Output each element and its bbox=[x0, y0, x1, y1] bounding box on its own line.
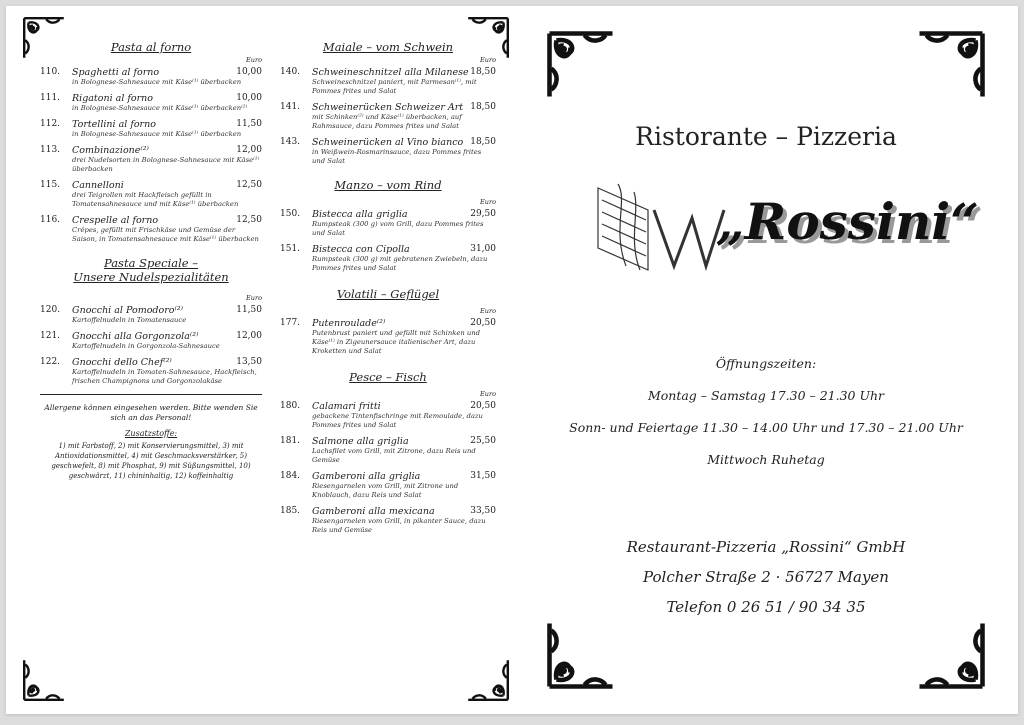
item-description: Rumpsteak (300 g) vom Grill, dazu Pommes frites und Salat bbox=[312, 220, 484, 237]
section-title-pesce: Pesce – Fisch bbox=[349, 370, 427, 384]
item-price: 25,50 bbox=[470, 436, 496, 446]
left-panel bbox=[30, 6, 262, 714]
item-price: 31,50 bbox=[470, 471, 496, 481]
item-name: Gnocchi alla Gorgonzola⁽²⁾ bbox=[72, 331, 199, 342]
currency-label: Euro bbox=[480, 307, 496, 315]
menu-item bbox=[40, 145, 262, 174]
item-name: Combinazione⁽²⁾ bbox=[72, 145, 149, 156]
item-price: 20,50 bbox=[470, 401, 496, 411]
currency-label: Euro bbox=[246, 294, 262, 302]
item-description: in Weißwein-Rosmarinsauce, dazu Pommes frites und Salat bbox=[312, 148, 482, 165]
section-title-manzo: Manzo – vom Rind bbox=[334, 178, 442, 192]
menu-item bbox=[280, 436, 496, 465]
menu-item bbox=[40, 305, 262, 325]
corner-ornament-icon bbox=[546, 30, 616, 100]
address: Polcher Straße 2 · 56727 Mayen bbox=[643, 568, 889, 586]
logo-text: „Rossini“ bbox=[716, 192, 980, 251]
item-description: Schweineschnitzel paniert, mit Parmesan⁽¹⁾, mit Pommes frites und Salat bbox=[312, 78, 477, 95]
item-name: Schweinerücken al Vino bianco bbox=[312, 137, 464, 148]
item-price: 12,00 bbox=[236, 331, 262, 341]
middle-panel bbox=[270, 6, 496, 714]
item-number: 180. bbox=[280, 401, 301, 411]
corner-ornament-icon bbox=[466, 658, 510, 702]
item-name: Crespelle al forno bbox=[72, 215, 159, 226]
restaurant-subtitle: Ristorante – Pizzeria bbox=[635, 122, 897, 151]
item-description: drei Teigrollen mit Hackfleisch gefüllt in Tomatensahnesauce und mit Käse⁽¹⁾ überbacken bbox=[72, 191, 239, 208]
additives-list: 1) mit Farbstoff, 2) mit Konservierungsmittel, 3) mit Antioxidationsmittel, 4) mit Geschmacksverstärker, 5) geschwefelt, 8) mit Phosphat, 9) mit Süßungsmittel, 10) geschwärzt, 11) chininhaltig, 12) koffeinhaltig bbox=[51, 442, 251, 480]
item-price: 11,50 bbox=[236, 119, 262, 129]
item-number: 177. bbox=[280, 318, 301, 328]
item-name: Schweinerücken Schweizer Art bbox=[312, 102, 464, 113]
phone-number: Telefon 0 26 51 / 90 34 35 bbox=[666, 598, 866, 616]
item-description: mit Schinken⁽²⁾ und Käse⁽¹⁾ überbacken, auf Rahmsauce, dazu Pommes frites und Salat bbox=[312, 113, 462, 130]
allergen-note: Allergene können eingesehen werden. Bitte wenden Sie sich an das Personal! bbox=[44, 403, 258, 422]
menu-item bbox=[40, 215, 262, 244]
item-name: Tortellini al forno bbox=[72, 119, 156, 130]
item-price: 10,00 bbox=[236, 93, 262, 103]
item-name: Rigatoni al forno bbox=[72, 93, 153, 104]
menu-item bbox=[40, 67, 262, 87]
section-title-pasta-forno: Pasta al forno bbox=[110, 40, 192, 54]
additives-title: Zusatzstoffe: bbox=[124, 429, 178, 438]
divider bbox=[40, 394, 262, 395]
menu-item bbox=[280, 471, 496, 500]
hours-closed-day: Mittwoch Ruhetag bbox=[707, 452, 825, 467]
item-price: 13,50 bbox=[236, 357, 262, 367]
menu-item bbox=[280, 401, 496, 430]
item-number: 113. bbox=[40, 145, 61, 155]
item-number: 143. bbox=[280, 137, 301, 147]
item-number: 141. bbox=[280, 102, 301, 112]
item-description: Putenbrust paniert und gefüllt mit Schinken und Käse⁽¹⁾ in Zigeunersauce italienischer Art, dazu Kroketten und Salat bbox=[312, 329, 481, 355]
item-description: in Bolognese-Sahnesauce mit Käse⁽¹⁾ überbacken bbox=[72, 130, 242, 138]
corner-ornament-icon bbox=[22, 658, 66, 702]
pasta-speciale-list bbox=[40, 305, 262, 386]
section-title-maiale: Maiale – vom Schwein bbox=[322, 40, 454, 54]
pesce-list bbox=[280, 401, 496, 535]
item-name: Putenroulade⁽²⁾ bbox=[312, 318, 386, 329]
item-name: Calamari fritti bbox=[312, 401, 381, 412]
item-description: in Bolognese-Sahnesauce mit Käse⁽¹⁾ überbacken⁽²⁾ bbox=[72, 104, 248, 112]
item-number: 140. bbox=[280, 67, 301, 77]
menu-item bbox=[40, 93, 262, 113]
item-number: 151. bbox=[280, 244, 301, 254]
corner-ornament-icon bbox=[546, 620, 616, 690]
currency-label: Euro bbox=[480, 56, 496, 64]
item-number: 116. bbox=[40, 215, 61, 225]
item-number: 150. bbox=[280, 209, 301, 219]
currency-label: Euro bbox=[246, 56, 262, 64]
item-number: 120. bbox=[40, 305, 61, 315]
menu-item bbox=[280, 67, 496, 96]
item-description: Riesengarnelen vom Grill, in pikanter Sauce, dazu Reis und Gemüse bbox=[312, 517, 486, 534]
company-name: Restaurant-Pizzeria „Rossini“ GmbH bbox=[626, 538, 906, 556]
item-description: Lachsfilet vom Grill, mit Zitrone, dazu Reis und Gemüse bbox=[312, 447, 476, 464]
maiale-list bbox=[280, 67, 496, 166]
menu-sheet bbox=[6, 6, 1018, 714]
manzo-list bbox=[280, 209, 496, 273]
item-number: 121. bbox=[40, 331, 61, 341]
item-price: 11,50 bbox=[236, 305, 262, 315]
corner-ornament-icon bbox=[916, 30, 986, 100]
hours-holidays: Sonn- und Feiertage 11.30 – 14.00 Uhr und 17.30 – 21.00 Uhr bbox=[569, 420, 963, 435]
menu-item bbox=[40, 357, 262, 386]
item-name: Gamberoni alla mexicana bbox=[312, 506, 435, 517]
item-description: in Bolognese-Sahnesauce mit Käse⁽¹⁾ überbacken bbox=[72, 78, 242, 86]
menu-item bbox=[280, 318, 496, 356]
section-subtitle-pasta-speciale: Unsere Nudelspezialitäten bbox=[73, 270, 229, 284]
menu-item bbox=[280, 244, 496, 273]
logo bbox=[588, 170, 980, 280]
menu-item bbox=[280, 102, 496, 131]
item-price: 18,50 bbox=[470, 137, 496, 147]
menu-item bbox=[280, 209, 496, 238]
item-description: Kartoffelnudeln in Tomatensauce bbox=[72, 316, 187, 324]
item-price: 18,50 bbox=[470, 67, 496, 77]
item-number: 181. bbox=[280, 436, 301, 446]
item-description: Riesengarnelen vom Grill, mit Zitrone und Knoblauch, dazu Reis und Salat bbox=[312, 482, 459, 499]
item-name: Cannelloni bbox=[72, 180, 124, 191]
item-price: 18,50 bbox=[470, 102, 496, 112]
item-name: Bistecca con Cipolla bbox=[312, 244, 410, 255]
item-price: 29,50 bbox=[470, 209, 496, 219]
menu-item bbox=[40, 180, 262, 209]
item-number: 122. bbox=[40, 357, 61, 367]
item-description: Crêpes, gefüllt mit Frischkäse und Gemüse der Saison, in Tomatensahnesauce mit Käse⁽¹⁾ überbacken bbox=[72, 226, 259, 243]
item-name: Salmone alla griglia bbox=[312, 436, 409, 447]
item-description: Rumpsteak (300 g) mit gebratenen Zwiebeln, dazu Pommes frites und Salat bbox=[312, 255, 488, 272]
section-title-pasta-speciale: Pasta Speciale – bbox=[103, 256, 199, 270]
item-number: 111. bbox=[40, 93, 61, 103]
hours-title: Öffnungszeiten: bbox=[715, 356, 817, 371]
pasta-forno-list bbox=[40, 67, 262, 244]
item-number: 110. bbox=[40, 67, 61, 77]
item-number: 185. bbox=[280, 506, 301, 516]
item-number: 112. bbox=[40, 119, 61, 129]
item-description: gebackene Tintenfischringe mit Remoulade, dazu Pommes frites und Salat bbox=[312, 412, 483, 429]
item-name: Gnocchi al Pomodoro⁽²⁾ bbox=[72, 305, 183, 316]
item-price: 12,00 bbox=[236, 145, 262, 155]
menu-item bbox=[40, 119, 262, 139]
section-title-volatili: Volatili – Geflügel bbox=[336, 287, 440, 301]
item-description: Kartoffelnudeln in Tomaten-Sahnesauce, Hackfleisch, frischen Champignons und Gorgonzolakäse bbox=[72, 368, 257, 385]
cover-panel bbox=[536, 6, 996, 714]
currency-label: Euro bbox=[480, 390, 496, 398]
item-name: Gnocchi dello Chef⁽²⁾ bbox=[72, 357, 172, 368]
item-price: 33,50 bbox=[470, 506, 496, 516]
menu-item bbox=[280, 506, 496, 535]
item-number: 115. bbox=[40, 180, 61, 190]
menu-item bbox=[40, 331, 262, 351]
hours-weekdays: Montag – Samstag 17.30 – 21.30 Uhr bbox=[647, 388, 885, 403]
volatili-list bbox=[280, 318, 496, 356]
currency-label: Euro bbox=[480, 198, 496, 206]
item-price: 12,50 bbox=[236, 180, 262, 190]
item-price: 12,50 bbox=[236, 215, 262, 225]
item-number: 184. bbox=[280, 471, 301, 481]
item-name: Schweineschnitzel alla Milanese bbox=[312, 67, 469, 78]
item-name: Spaghetti al forno bbox=[72, 67, 160, 78]
item-name: Gamberoni alla griglia bbox=[312, 471, 421, 482]
item-description: drei Nudelsorten in Bolognese-Sahnesauce mit Käse⁽¹⁾ überbacken bbox=[72, 156, 260, 173]
item-description: Kartoffelnudeln in Gorgonzola-Sahnesauce bbox=[72, 342, 220, 350]
item-price: 10,00 bbox=[236, 67, 262, 77]
item-price: 20,50 bbox=[470, 318, 496, 328]
item-name: Bistecca alla griglia bbox=[312, 209, 408, 220]
item-price: 31,00 bbox=[470, 244, 496, 254]
corner-ornament-icon bbox=[916, 620, 986, 690]
menu-item bbox=[280, 137, 496, 166]
